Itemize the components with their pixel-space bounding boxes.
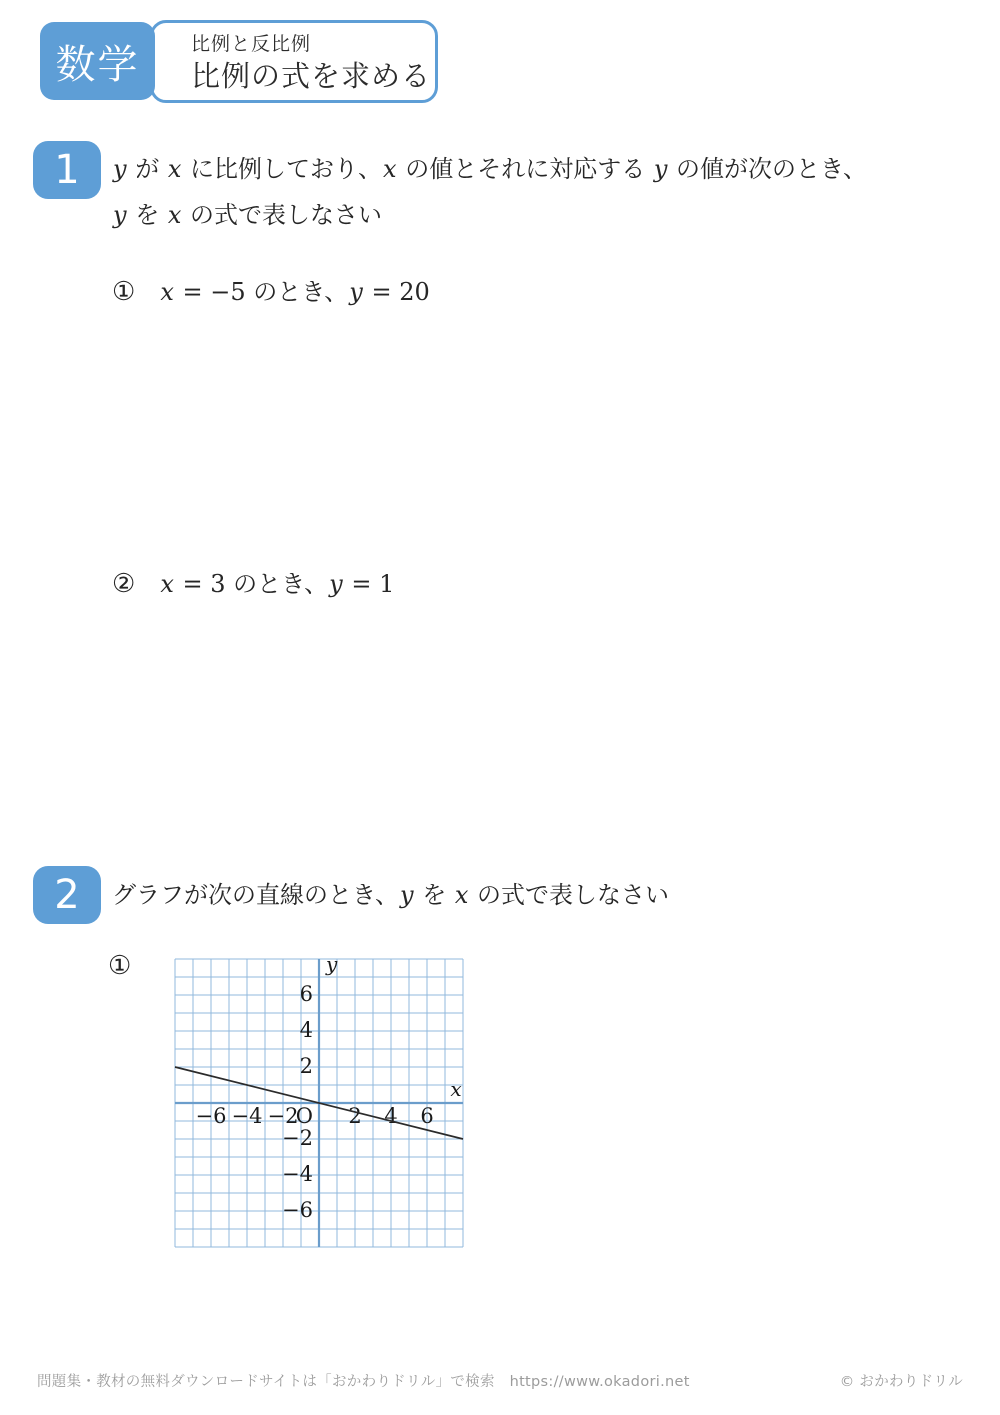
problem-2-statement [112,872,932,918]
problem-2-statement-line [112,872,932,918]
y-tick-label: 6 [299,982,313,1006]
x-tick-label: −4 [231,1104,263,1128]
text-segment: を [127,201,167,229]
text-segment: グラフが次の直線のとき、 [112,881,400,909]
math-variable: x [160,278,174,306]
math-variable: y [113,201,127,229]
math-variable: x [167,201,182,229]
text-segment: を [414,881,454,909]
graph-item-marker: ① [108,951,132,981]
problem-1-statement-line-1 [112,146,932,192]
math-variable: y [653,155,668,183]
math-variable: y [113,155,127,183]
subject-badge: 数学 [40,22,155,100]
text-segment: = −5 のとき、 [174,278,349,306]
item-1-marker: ① [112,277,136,307]
math-variable: y [400,881,414,909]
worksheet-title-box [150,20,438,103]
item-2-marker: ② [112,569,136,599]
graph-panel [175,952,463,1247]
problem-1-item-1 [112,277,430,307]
text-segment: = 1 [343,570,395,598]
y-tick-label: −4 [282,1162,313,1186]
problem-1-statement-line-2 [112,192,932,238]
math-variable: x [383,155,397,183]
item-2-equation [159,570,394,598]
text-segment: = 20 [363,278,430,306]
proportion-graph-svg [175,952,463,1247]
y-tick-label: −2 [282,1126,313,1150]
text-segment: の式で表しなさい [182,201,383,229]
x-tick-label: 6 [420,1104,434,1128]
problem-1-statement [112,146,932,238]
x-tick-label: −6 [195,1104,227,1128]
math-variable: x [160,570,174,598]
problem-1-number-badge: 1 [33,141,101,199]
y-tick-label: 4 [299,1018,313,1042]
text-segment: の値とそれに対応する [397,155,653,183]
text-segment: に比例しており、 [182,155,383,183]
problem-1-item-2 [112,569,394,599]
x-tick-label: 2 [348,1104,362,1128]
page-title: 比例の式を求める [191,59,432,93]
text-segment: の式で表しなさい [469,881,670,909]
unit-label: 比例と反比例 [191,33,312,55]
text-segment: = 3 のとき、 [174,570,329,598]
math-variable: x [454,881,469,909]
footer-site-info: 問題集・教材の無料ダウンロードサイトは「おかわりドリル」で検索 https://www.okadori.net [37,1374,690,1390]
y-tick-label: 2 [299,1054,313,1078]
origin-label: O [295,1104,313,1128]
x-axis-label: x [450,1077,462,1101]
math-variable: y [349,278,363,306]
y-tick-label: −6 [282,1198,313,1222]
x-tick-label: 4 [384,1104,398,1128]
x-tick-label: −2 [267,1104,299,1128]
footer-copyright: © おかわりドリル [839,1374,963,1390]
problem-2-number-badge: 2 [33,866,101,924]
math-variable: y [329,570,343,598]
text-segment: の値が次のとき、 [668,155,868,183]
y-axis-label: y [326,952,338,976]
item-1-equation [159,278,429,306]
math-variable: x [167,155,182,183]
text-segment: が [127,155,167,183]
